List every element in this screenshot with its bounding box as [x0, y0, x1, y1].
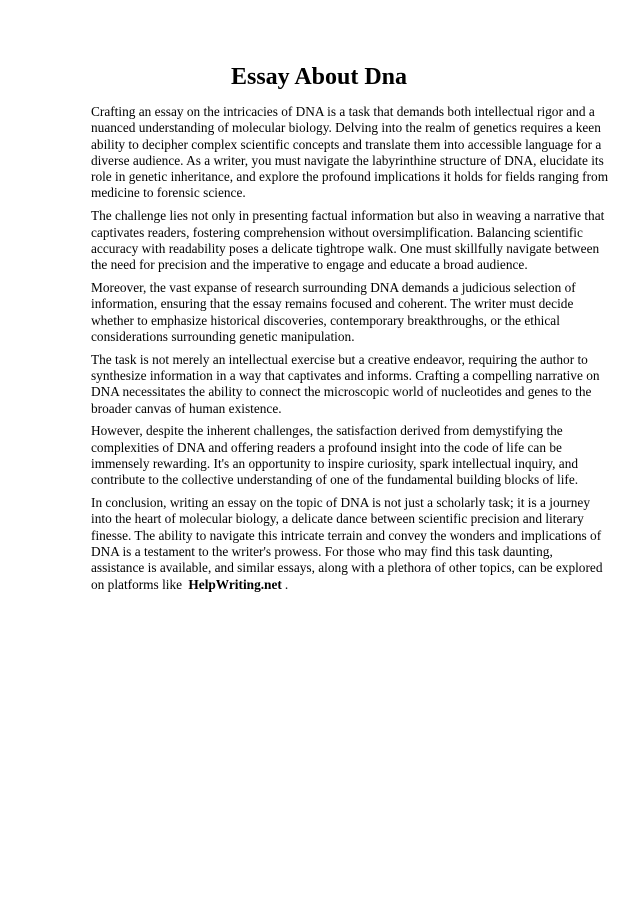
paragraph-6: [91, 495, 603, 593]
link-suffix-text: .: [284, 576, 289, 592]
link-prefix-text: on platforms like: [91, 576, 183, 592]
text-line-with-link: [91, 577, 559, 593]
text-line: The task is not merely an intellectual exercise but a creative endeavor, requiring the author to: [91, 351, 588, 367]
text-line: captivates readers, fostering comprehension without oversimplification. Balancing scientific: [91, 224, 583, 240]
text-line: Crafting an essay on the intricacies of DNA is a task that demands both intellectual rigor and a: [91, 104, 595, 119]
text-line: DNA is a testament to the writer's prowess. For those who may find this task daunting,: [91, 543, 553, 559]
essay-body: [91, 104, 609, 599]
text-line: nuanced understanding of molecular biology. Delving into the realm of genetics requires a keen: [91, 120, 601, 136]
text-line: medicine to forensic science.: [91, 185, 246, 201]
text-line: the need for precision and the imperative to engage and educate a broad audience.: [91, 257, 528, 273]
text-line: complexities of DNA and offering readers a profound insight into the code of life can be: [91, 439, 562, 455]
text-line: In conclusion, writing an essay on the topic of DNA is not just a scholarly task; it is a journey: [91, 495, 590, 511]
paragraph-1: [91, 104, 609, 202]
paragraph-2: [91, 208, 605, 273]
text-line: into the heart of molecular biology, a delicate dance between scientific precision and literary: [91, 511, 584, 527]
text-line: diverse audience. As a writer, you must navigate the labyrinthine structure of DNA, elucidate its: [91, 152, 604, 168]
text-line: Moreover, the vast expanse of research surrounding DNA demands a judicious selection of: [91, 279, 576, 295]
paragraph-3: [91, 279, 576, 345]
text-line: role in genetic inheritance, and explore the profound implications it holds for fields ranging from: [91, 169, 609, 185]
text-line: whether to emphasize historical discoveries, contemporary breakthroughs, or the ethical: [91, 312, 560, 328]
text-line: considerations surrounding genetic manipulation.: [91, 328, 355, 344]
page-title: Essay About Dna: [230, 64, 408, 90]
text-line: accuracy with readability poses a delicate tightrope walk. One must skillfully navigate between: [91, 240, 600, 256]
text-line: contribute to the collective understanding of one of the fundamental building blocks of life.: [91, 472, 579, 488]
paragraph-4: [91, 351, 600, 417]
text-line: assistance is available, and similar essays, along with a plethora of other topics, can be explored: [91, 560, 603, 576]
text-line: synthesize information in a way that captivates and informs. Crafting a compelling narrative on: [91, 367, 600, 383]
text-line: ability to decipher complex scientific concepts and translate them into accessible language for a: [91, 136, 602, 152]
helpwriting-link[interactable]: HelpWriting.net: [188, 576, 282, 592]
text-line: However, despite the inherent challenges, the satisfaction derived from demystifying the: [91, 423, 563, 439]
text-line: broader canvas of human existence.: [91, 400, 282, 416]
paragraph-5: [91, 423, 579, 488]
text-line: immensely rewarding. It's an opportunity to inspire curiosity, spark intellectual inquiry, and: [91, 455, 579, 471]
text-line: DNA necessitates the ability to connect the microscopic world of nucleotides and genes to the: [91, 384, 592, 400]
text-line: finesse. The ability to navigate this intricate terrain and convey the wonders and implications of: [91, 527, 602, 543]
text-line: information, ensuring that the essay remains focused and coherent. The writer must decide: [91, 296, 574, 312]
text-line: The challenge lies not only in presenting factual information but also in weaving a narrative that: [91, 208, 605, 224]
